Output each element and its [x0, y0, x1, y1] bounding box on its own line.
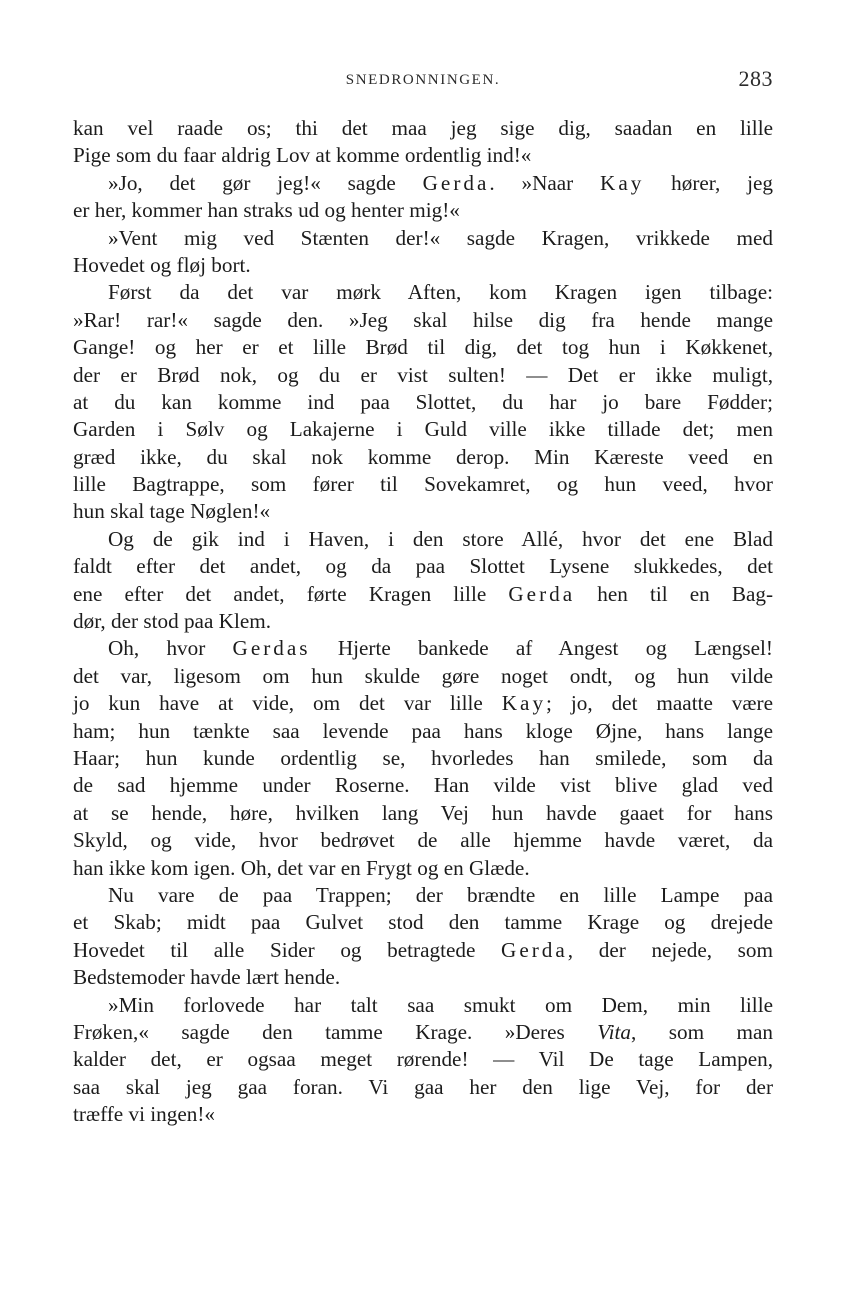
running-title: SNEDRONNINGEN. — [345, 72, 501, 88]
text-line: »Vent mig ved Stænten der!« sagde Kragen, vrikkede med — [108, 225, 773, 250]
text-line: Og de gik ind i Haven, i den store Allé, hvor det ene Blad — [108, 526, 773, 551]
text-line: der er Brød nok, og du er vist sulten! — Det er ikke muligt, — [73, 362, 773, 387]
text-line: jo kun have at vide, om det var lille Kay; jo, det maatte være — [73, 691, 773, 716]
spaced-name: Gerdas — [232, 636, 311, 661]
text-line: dør, der stod paa Klem. — [73, 609, 272, 634]
text-line: Først da det var mørk Aften, kom Kragen igen tilbage: — [108, 280, 773, 305]
running-head — [73, 66, 773, 92]
text-line: kan vel raade os; thi det maa jeg sige dig, saadan en lille — [73, 116, 773, 140]
text-line: lille Bagtrappe, som fører til Sovekamret, og hun veed, hvor — [73, 472, 773, 497]
text-line: træffe vi ingen!« — [73, 1102, 216, 1127]
text-line: Skyld, og vide, hvor bedrøvet de alle hjemme havde været, da — [73, 828, 773, 853]
text-line: at du kan komme ind paa Slottet, du har jo bare Fødder; — [73, 389, 773, 414]
spaced-name: Gerda — [508, 581, 576, 606]
text-line: Hovedet og fløj bort. — [73, 252, 251, 277]
spaced-name: Gerda — [501, 937, 568, 962]
page-number: 283 — [738, 66, 773, 91]
text-line: »Rar! rar!« sagde den. »Jeg skal hilse dig fra hende mange — [73, 307, 773, 332]
text-line: »Min forlovede har talt saa smukt om Dem, min lille — [108, 992, 773, 1017]
text-line: Nu vare de paa Trappen; der brændte en lille Lampe paa — [108, 882, 773, 907]
text-line: Hovedet til alle Sider og betragtede Gerda, der nejede, som — [73, 937, 773, 962]
spaced-name: Gerda — [422, 170, 490, 195]
text-line: Bedstemoder havde lært hende. — [73, 965, 341, 990]
text-line: græd ikke, du skal nok komme derop. Min Kæreste veed en — [73, 444, 773, 469]
text-line: Gange! og her er et lille Brød til dig, det tog hun i Køkkenet, — [73, 335, 773, 360]
text-line: det var, ligesom om hun skulde gøre noget ondt, og hun vilde — [73, 663, 773, 688]
text-line: hun skal tage Nøglen!« — [73, 499, 271, 524]
text-line: et Skab; midt paa Gulvet stod den tamme Krage og drejede — [73, 910, 773, 935]
text-line: »Jo, det gør jeg!« sagde Gerda. »Naar Kay hører, jeg — [108, 170, 773, 195]
text-line: ham; hun tænkte saa levende paa hans kloge Øjne, hans lange — [73, 718, 773, 743]
text-line: faldt efter det andet, og da paa Slottet Lysene slukkedes, det — [73, 554, 773, 579]
text-line: kalder det, er ogsaa meget rørende! — Vil De tage Lampen, — [73, 1047, 773, 1072]
body-text — [73, 115, 773, 1128]
italic-word: Vita — [597, 1019, 631, 1044]
text-line: Garden i Sølv og Lakajerne i Guld ville ikke tillade det; men — [73, 417, 773, 442]
text-line: Frøken,« sagde den tamme Krage. »Deres Vita, som man — [73, 1019, 773, 1044]
text-line: Oh, hvor Gerdas Hjerte bankede af Angest og Længsel! — [108, 636, 773, 661]
text-line: ene efter det andet, førte Kragen lille Gerda hen til en Bag- — [73, 581, 774, 606]
spaced-name: Kay — [600, 170, 645, 195]
text-line: Haar; hun kunde ordentlig se, hvorledes han smilede, som da — [73, 745, 773, 770]
text-line: han ikke kom igen. Oh, det var en Frygt og en Glæde. — [73, 855, 530, 880]
text-line: Pige som du faar aldrig Lov at komme ordentlig ind!« — [73, 143, 532, 168]
text-line: saa skal jeg gaa foran. Vi gaa her den lige Vej, for der — [73, 1074, 773, 1099]
text-line: de sad hjemme under Roserne. Han vilde vist blive glad ved — [73, 773, 773, 798]
spaced-name: Kay — [501, 691, 547, 716]
text-line: er her, kommer han straks ud og henter mig!« — [73, 198, 460, 223]
text-line: at se hende, høre, hvilken lang Vej hun havde gaaet for hans — [73, 800, 773, 825]
